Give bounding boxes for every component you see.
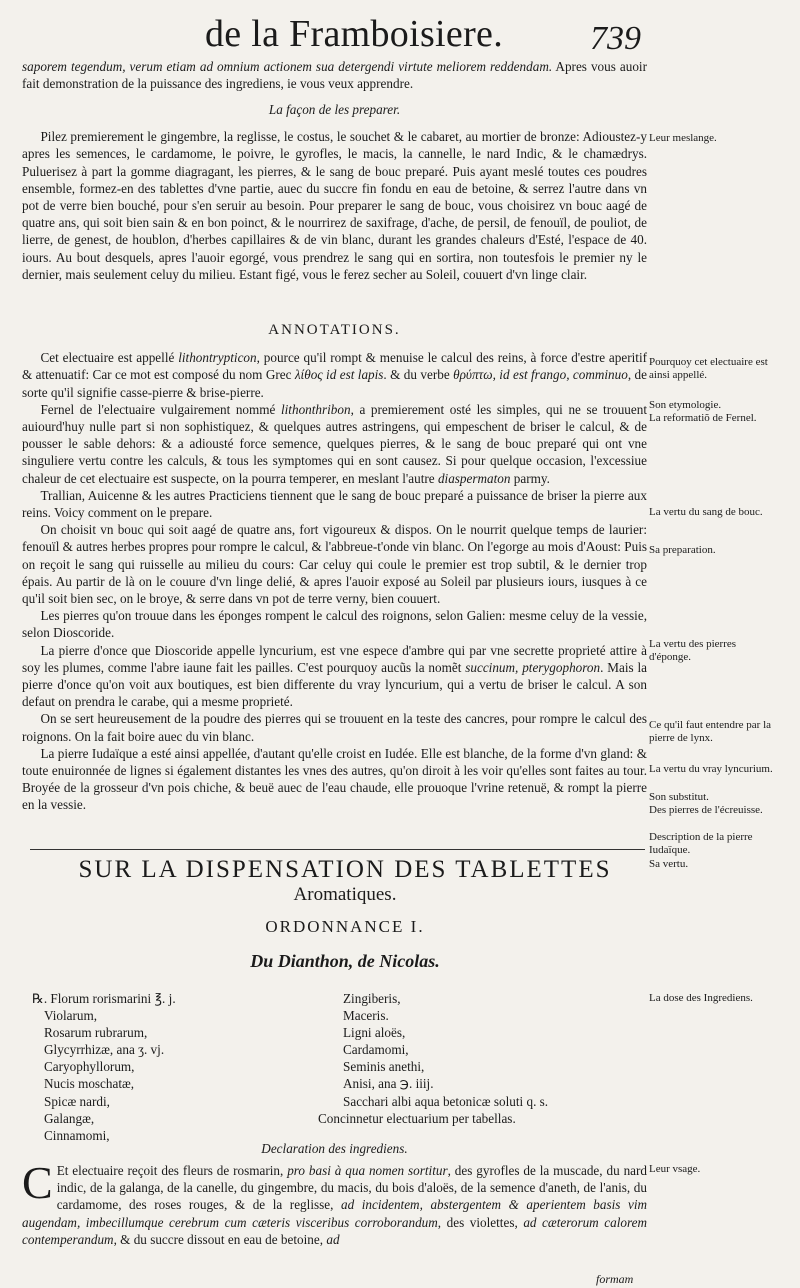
recipe-item: Ligni aloës, [343, 1025, 406, 1041]
annotations-section [22, 322, 647, 814]
annotation-paragraph-3: Trallian, Auicenne & les autres Practiciens tiennent que le sang de bouc preparé a puissance de briser la pierre aux reins. Voicy comment on le prepare. [22, 487, 647, 521]
sidenote-reformation: La reformatiõ de Fernel. [649, 412, 757, 424]
sidenote-vertu-sang: La vertu du sang de bouc. [649, 506, 763, 518]
annotation-paragraph-1: Cet electuaire est appellé lithontrypticon, pource qu'il rompt & menuise le calcul des reins, à force d'estre aperitif & attenuatif: Car ce mot est composé du nom Grec λίθος id est lapis. & du verbe θρύπτω, id est frango, comminuo, de sorte qu'il signifie casse-pierre & brise-pierre. [22, 350, 647, 400]
annotation-paragraph-4: On choisit vn bouc qui soit aagé de quatre ans, fort vigoureux & dispos. On le nourrit quelque temps de laurier: fenouïl & autres herbes propres pour rompre le calcul, & l'abbreue-t'onde vin blanc. On l'egorge au mois d'Aoust: Puis on reçoit le sang qui ruisselle au milieu du cours: Car celuy qui coule le premier est trop subtil, & le dernier trop épais. Au partir de là on le couure d'vn linge delié, & apres l'auoir exposé au Soleil par plusieurs iours, iusques à ce qu'il soit bien sec, on le broye, & serre dans vn pot de terre verny, bien couuert. [22, 522, 647, 607]
declaration-heading-wrap [22, 1140, 647, 1157]
intro-french: Apres vous auoir fait demonstration de la puissance des ingrediens, ie vous veux apprendre. [22, 59, 647, 92]
sidenote-vsage: Leur vsage. [649, 1163, 701, 1175]
recipe-item: Sacchari albi aqua betonicæ soluti q. s. [343, 1093, 549, 1109]
page-number: 739 [590, 20, 641, 57]
preparation-paragraph: Pilez premierement le gingembre, la reglisse, le costus, le souchet & le cabaret, au mortier de bronze: Adioustez-y apres les semences, le cardamome, le poivre, le gyrofles, le macis, la cannelle, le nard Indic, & le chamædrys. Puluerisez à part la gomme diagragant, les pierres, & le sang de bouc preparé. Puis ayant meslé toutes ces poudres ensemble, formez-en des tablettes d'vne partie, auec du succre fin fondu en eau de betoine, & serrez l'autre dans vn pot de verre bien bouché, pour s'en seruir au besoin. Pour preparer le sang de bouc, vous choisirez vn bouc aagé de quatre ans, qui soit bien sain & en bon poinct, & le nourrirez de saxifrage, d'ache, de persil, de fenouïl, de pouliot, de lierre, de genest, de houblon, d'herbes capillaires & de vin blanc, durant les grandes chaleurs d'Esté, l'espace de 40. iours. Au bout desquels, apres l'auoir egorgé, vous prendrez le sang qui en sortira, non toutesfois le premier ny le dernier, mais seulement celuy du milieu. Estant figé, vous le ferez secher au Soleil, couuert d'vn linge clair. [22, 129, 647, 282]
annotation-paragraph-7: On se sert heureusement de la poudre des pierres qui se trouuent en la teste des cancres, pour rompre le calcul des roignons. On la fait boire auec du vin blanc. [22, 711, 647, 744]
recipe-item: Zingiberis, [343, 991, 401, 1006]
recipe-item: Anisi, ana ℈. iiij. [343, 1076, 434, 1092]
catchword: formam [596, 1272, 634, 1286]
recipe-left-column [32, 990, 176, 1144]
intro-latin: saporem tegendum, verum etiam ad omnium actionem sua detergendi virtute meliorem reddendam. [22, 59, 553, 74]
sidenote-meslange: Leur meslange. [649, 132, 717, 144]
recipe-title: Du Dianthon, de Nicolas. [250, 951, 440, 971]
preparation-heading: La façon de les preparer. [268, 102, 401, 117]
annotations-heading: ANNOTATIONS. [268, 322, 401, 338]
recipe-item: Cinnamomi, [44, 1127, 110, 1143]
recipe-item: Nucis moschatæ, [44, 1076, 135, 1092]
recipe-item: ℞. Florum rorismarini ℥. j. [32, 991, 176, 1006]
recipe-item: Cardamomi, [343, 1042, 409, 1058]
annotation-paragraph-6: La pierre d'once que Dioscoride appelle lyncurium, est vne espece d'ambre qui par vne secrette proprieté attire à soy les plumes, comme l'abre iaune fait les pailles. C'est pourquoy aucũs la nomẽt succinum, pterygophoron. Mais la pierre d'once qu'on voit aux boutiques, est bien differente du vray lyncurium, qui a vertu de briser le calcul. A son defaut on prendra le carabe, qui a mesme proprieté. [22, 642, 647, 710]
sidenote-preparation: Sa preparation. [649, 544, 716, 556]
recipe-item: Caryophyllorum, [44, 1059, 135, 1075]
recipe-item: Spicæ nardi, [44, 1093, 110, 1109]
section-divider [30, 849, 645, 850]
recipe-item: Maceris. [343, 1008, 389, 1024]
declaration-paragraph: C Et electuaire reçoit des fleurs de rosmarin, pro basi à qua nomen sortitur, des gyrofles de la muscade, du nard indic, de la galanga, de la canelle, du gingembre, du macis, du bois d'aloës, de la semence d'aneth, de l'anis, du cardamome, des roses rouges, & de la reglisse, ad incidentem, abstergentem & aperientem basis vim augendam, imbecillumque cerebrum cum cæteris visceribus corroborandum, des violettes, ad cæterorum calorem contemperandum, & du succre dissout en eau de betoine, ad [22, 1157, 648, 1247]
sidenote-pourquoy: Pourquoy cet electuaire est ainsi appellé. [649, 356, 768, 382]
preparation-section [22, 101, 647, 283]
sidenote-pierres-eponge: La vertu des pierres d'éponge. [649, 638, 737, 664]
sidenote-pierre-iudaique: Description de la pierre Iudaïque. [649, 831, 753, 857]
recipe-item: Seminis anethi, [343, 1059, 425, 1075]
intro-text [22, 58, 647, 92]
recipe-item: Violarum, [44, 1008, 98, 1024]
recipe-item: Rosarum rubrarum, [44, 1025, 148, 1041]
recipe-item: Galangæ, [44, 1110, 95, 1126]
sidenote-pierre-lynx: Ce qu'il faut entendre par la pierre de lynx. [649, 719, 772, 745]
recipe-right-column [318, 990, 548, 1127]
recipe-item: Concinnetur electuarium per tabellas. [318, 1110, 516, 1126]
section-title: SUR LA DISPENSATION DES TABLETTES [78, 856, 612, 883]
sidenote-substitut: Son substitut. [649, 791, 709, 803]
section-subtitle: Aromatiques. [293, 884, 397, 905]
sidenote-ecreuisse: Des pierres de l'écreuisse. [649, 804, 763, 816]
annotation-paragraph-5: Les pierres qu'on trouue dans les éponges rompent le calcul des roignons, selon Galien: mesme celuy de la vessie, selon Dioscoride. [22, 608, 647, 641]
sidenote-etymologie: Son etymologie. [649, 399, 722, 411]
running-header: de la Framboisiere. [205, 13, 503, 55]
sidenote-vray-lyncurium: La vertu du vray lyncurium. [649, 763, 773, 775]
declaration-heading: Declaration des ingrediens. [261, 1141, 408, 1156]
drop-cap: C [22, 1157, 53, 1208]
sidenote-dose: La dose des Ingrediens. [649, 992, 753, 1004]
declaration-section [22, 1157, 648, 1248]
ordonnance-heading: ORDONNANCE I. [265, 917, 425, 936]
annotation-paragraph-8: La pierre Iudaïque a esté ainsi appellée, d'autant qu'elle croist en Iudée. Elle est blanche, de la forme d'vn gland: & toute enuironnée de lignes si également distantes les vnes des autres, qu'on diroit à les voir qu'elles sont faites au tour. Broyée de la grosseur d'vn pois chiche, & beuë auec de l'eau chaude, elle prouoque l'vrine retenuë, & rompt la pierre en la vessie. [22, 745, 647, 813]
annotation-paragraph-2: Fernel de l'electuaire vulgairement nommé lithonthribon, a premierement osté les simples, qui ne se trouuent auiourd'huy nulle part si non sophistiquez, & quelques autres astringens, qui empeschent de briser le calcul, & de pousser le sable dehors: & a adiousté force semence, quelques pierres, & le sang de bouc preparé qui ont vne singuliere vertu contre les calculs, & tous les symptomes qui en sont causez. Si pour quelque occasion, l'excessiue chaleur de cet electuaire est suspecte, on la pourra temperer, en meslant l'autre diaspermaton parmy. [22, 401, 648, 486]
recipe-item: Glycyrrhizæ, ana ʒ. vj. [44, 1042, 165, 1058]
sidenote-sa-vertu: Sa vertu. [649, 858, 689, 870]
